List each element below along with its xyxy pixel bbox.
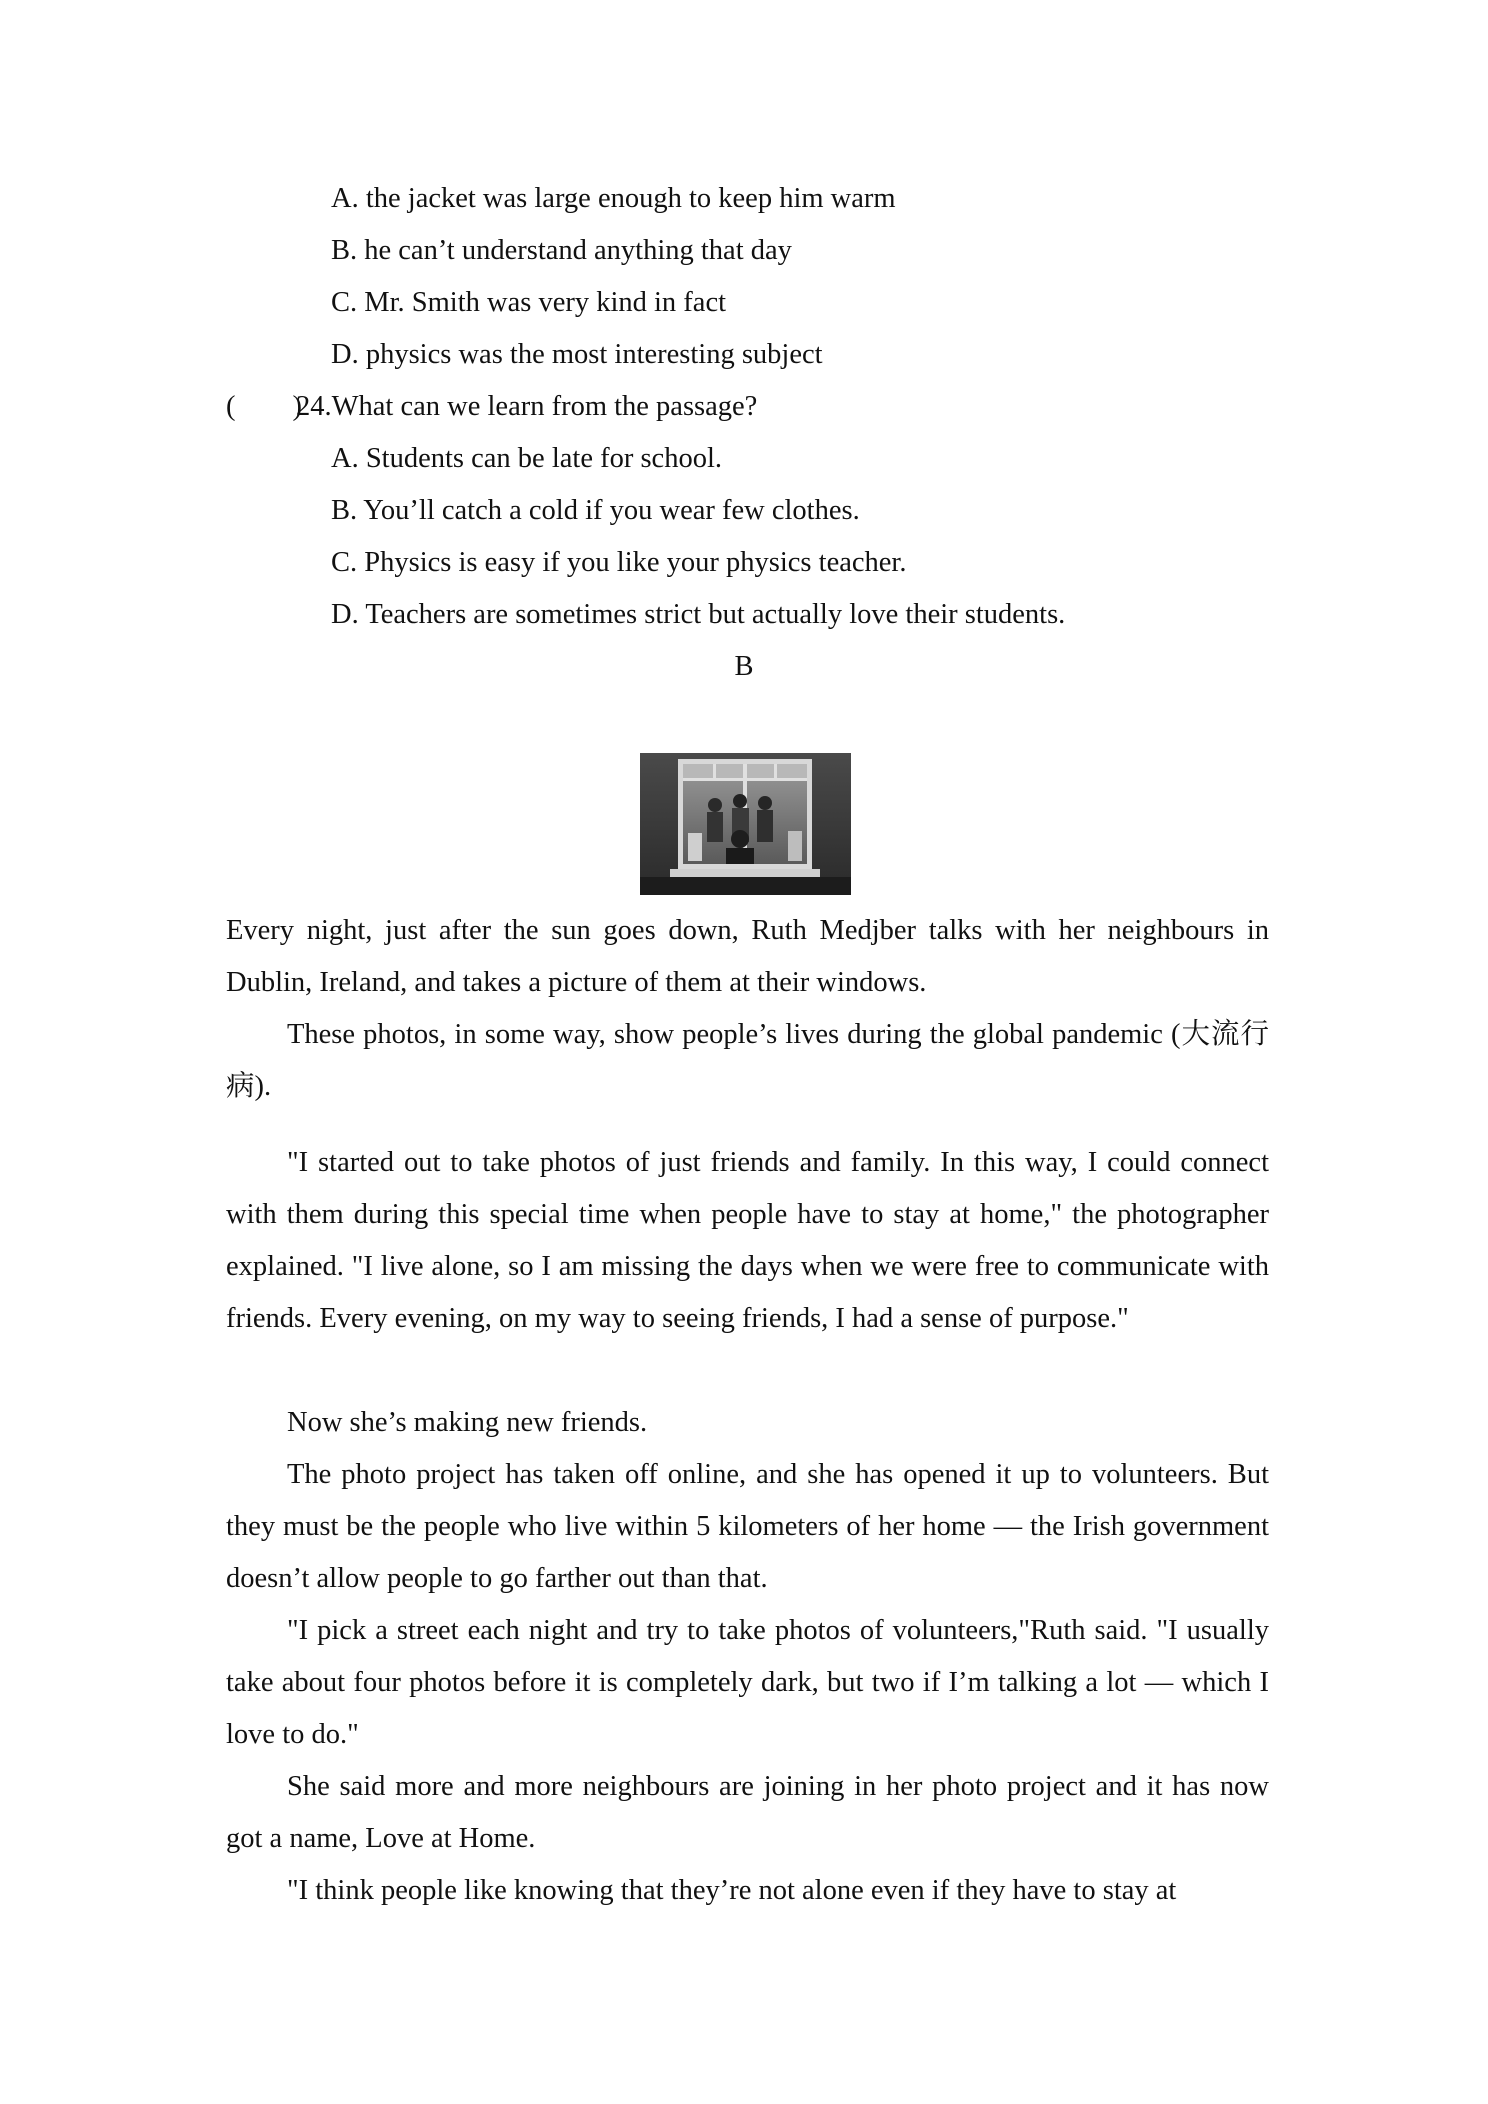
passage-paragraph-8: "I think people like knowing that they’re not alone even if they have to stay at xyxy=(287,1875,1177,1906)
q24-option-b: B. You’ll catch a cold if you wear few clothes. xyxy=(331,495,860,526)
q23-option-c: C. Mr. Smith was very kind in fact xyxy=(331,287,727,318)
window-photo-illustration xyxy=(640,753,851,895)
window-photo xyxy=(640,753,851,895)
question-24 xyxy=(226,393,757,422)
passage-paragraph-2: These photos, in some way, show people’s lives during the global pandemic (大流行病). xyxy=(226,1019,1269,1102)
passage-paragraph-1: Every night, just after the sun goes down, Ruth Medjber talks with her neighbours in Dublin, Ireland, and takes a picture of them at their windows. xyxy=(226,915,1269,998)
section-label: B xyxy=(734,651,754,682)
q24-option-a: A. Students can be late for school. xyxy=(331,443,722,474)
passage-paragraph-4: Now she’s making new friends. xyxy=(287,1407,648,1438)
q24-option-c: C. Physics is easy if you like your physics teacher. xyxy=(331,547,907,578)
answer-blank: ( ) xyxy=(226,391,302,422)
q23-option-d: D. physics was the most interesting subject xyxy=(331,339,823,370)
question-24-text: 24.What can we learn from the passage? xyxy=(296,391,758,422)
q23-option-a: A. the jacket was large enough to keep him warm xyxy=(331,183,896,214)
passage-paragraph-6: "I pick a street each night and try to take photos of volunteers,"Ruth said. "I usually take about four photos before it is completely dark, but two if I’m talking a lot — which I love to do." xyxy=(226,1615,1269,1750)
q24-option-d: D. Teachers are sometimes strict but actually love their students. xyxy=(331,599,1066,630)
q23-option-b: B. he can’t understand anything that day xyxy=(331,235,792,266)
passage-paragraph-3: "I started out to take photos of just friends and family. In this way, I could connect with them during this special time when people have to stay at home," the photographer explained. "I live alone, so I am missing the days when we were free to communicate with friends. Every evening, on my way to seeing friends, I had a sense of purpose." xyxy=(226,1147,1269,1334)
passage-paragraph-5: The photo project has taken off online, and she has opened it up to volunteers. But they must be the people who live within 5 kilometers of her home — the Irish government doesn’t allow people to go farther out than that. xyxy=(226,1459,1269,1594)
passage-paragraph-7: She said more and more neighbours are joining in her photo project and it has now got a name, Love at Home. xyxy=(226,1771,1269,1854)
